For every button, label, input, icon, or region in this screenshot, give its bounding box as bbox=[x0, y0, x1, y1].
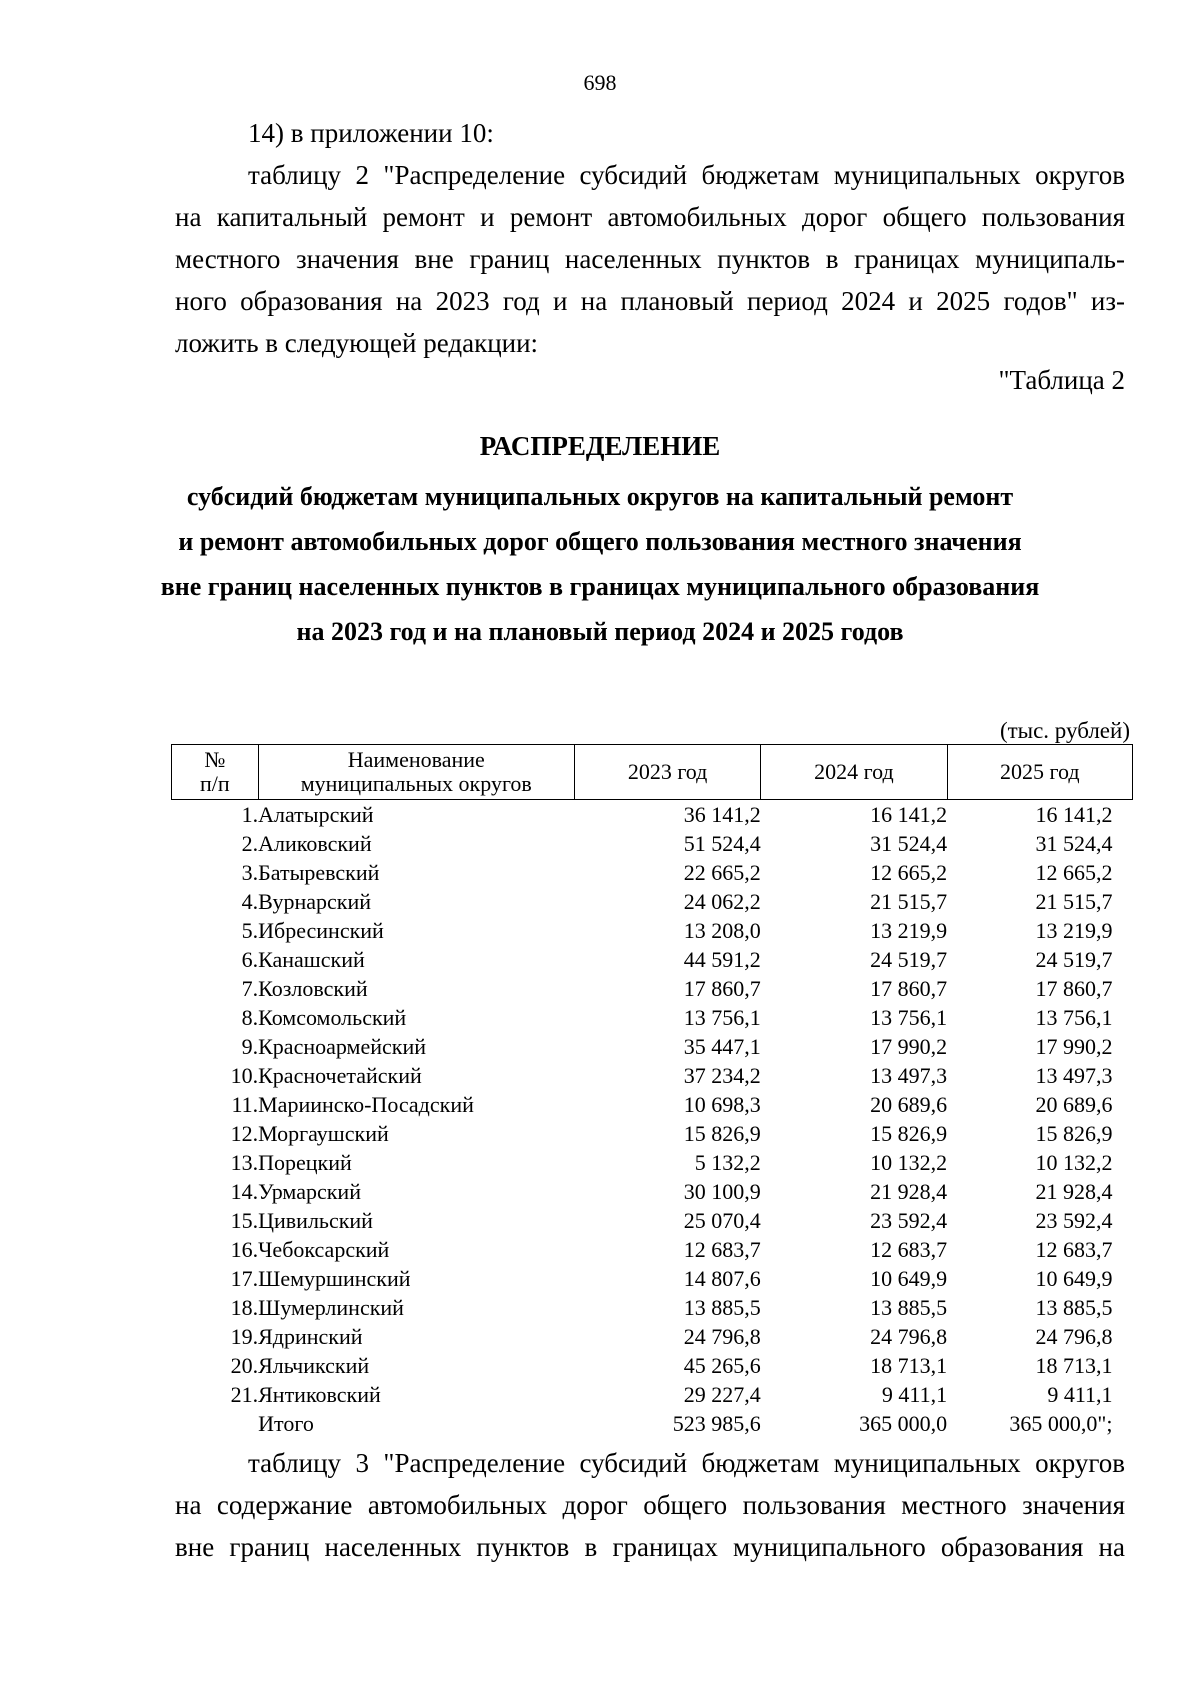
table-row bbox=[172, 1380, 1133, 1409]
table-row bbox=[172, 974, 1133, 1003]
document-title bbox=[0, 426, 1200, 654]
value-2024: 24 519,7 bbox=[870, 947, 948, 972]
value-2024: 21 928,4 bbox=[870, 1179, 948, 1204]
row-number: 13. bbox=[230, 1150, 259, 1175]
value-2025: 12 665,2 bbox=[1035, 860, 1113, 885]
header-name: Наименование муниципальных округов bbox=[258, 745, 574, 800]
value-2024: 13 219,9 bbox=[870, 918, 948, 943]
row-number: 7. bbox=[241, 976, 259, 1001]
header-num: № п/п bbox=[172, 745, 259, 800]
intro-line: ложить в следующей редакции: bbox=[175, 328, 539, 358]
intro-item: 14) в приложении 10: bbox=[248, 118, 494, 148]
district-name: Комсомольский bbox=[258, 1005, 407, 1030]
row-number: 12. bbox=[230, 1121, 259, 1146]
value-2023: 13 208,0 bbox=[683, 918, 761, 943]
title-line: и ремонт автомобильных дорог общего пользования местного значения bbox=[178, 527, 1022, 556]
district-name: Шемуршинский bbox=[258, 1266, 411, 1291]
value-2023: 44 591,2 bbox=[683, 947, 761, 972]
value-2025: 31 524,4 bbox=[1035, 831, 1113, 856]
district-name: Аликовский bbox=[258, 831, 372, 856]
value-2024: 365 000,0 bbox=[859, 1411, 948, 1436]
header-2024: 2024 год bbox=[761, 745, 947, 800]
row-number: 19. bbox=[230, 1324, 259, 1349]
intro-line: на капитальный ремонт и ремонт автомобильных дорог общего пользования bbox=[175, 202, 1125, 232]
outro-paragraph bbox=[175, 1442, 1125, 1568]
value-2025: 18 713,1 bbox=[1035, 1353, 1113, 1378]
title-line: субсидий бюджетам муниципальных округов на капитальный ремонт bbox=[186, 482, 1014, 511]
row-number: 11. bbox=[231, 1092, 259, 1117]
table-row bbox=[172, 1090, 1133, 1119]
value-2023: 14 807,6 bbox=[683, 1266, 761, 1291]
value-2024: 16 141,2 bbox=[870, 802, 948, 827]
table-row bbox=[172, 916, 1133, 945]
row-number: 5. bbox=[241, 918, 259, 943]
row-number: 10. bbox=[230, 1063, 259, 1088]
district-name: Шумерлинский bbox=[258, 1295, 404, 1320]
table-reference: "Таблица 2 bbox=[998, 365, 1125, 395]
row-number: 9. bbox=[241, 1034, 259, 1059]
value-2025: 20 689,6 bbox=[1035, 1092, 1113, 1117]
table-row bbox=[172, 1177, 1133, 1206]
table-row bbox=[172, 1293, 1133, 1322]
value-2025: 21 515,7 bbox=[1035, 889, 1113, 914]
value-2024: 20 689,6 bbox=[870, 1092, 948, 1117]
value-2024: 9 411,1 bbox=[881, 1382, 948, 1407]
outro-line: таблицу 3 "Распределение субсидий бюджетам муниципальных округов bbox=[248, 1448, 1125, 1478]
row-number: 4. bbox=[241, 889, 259, 914]
district-name: Вурнарский bbox=[258, 889, 372, 914]
units-label: (тыс. рублей) bbox=[999, 718, 1130, 743]
table-row bbox=[172, 800, 1133, 830]
intro-paragraph bbox=[175, 112, 1125, 364]
value-2024: 13 497,3 bbox=[870, 1063, 948, 1088]
value-2025: 13 885,5 bbox=[1035, 1295, 1113, 1320]
value-2024: 13 885,5 bbox=[870, 1295, 948, 1320]
intro-line: таблицу 2 "Распределение субсидий бюджетам муниципальных округов bbox=[248, 160, 1125, 190]
district-name: Цивильский bbox=[258, 1208, 373, 1233]
district-name: Батыревский bbox=[258, 860, 380, 885]
outro-line: вне границ населенных пунктов в границах муниципального образования на bbox=[175, 1532, 1125, 1562]
value-2025: 10 132,2 bbox=[1035, 1150, 1113, 1175]
value-2023: 22 665,2 bbox=[683, 860, 761, 885]
value-2023: 35 447,1 bbox=[683, 1034, 761, 1059]
table-row bbox=[172, 858, 1133, 887]
value-2025: 9 411,1 bbox=[1047, 1382, 1113, 1407]
district-name: Красноармейский bbox=[258, 1034, 426, 1059]
value-2025: 21 928,4 bbox=[1035, 1179, 1113, 1204]
value-2024: 10 649,9 bbox=[870, 1266, 948, 1291]
value-2024: 13 756,1 bbox=[870, 1005, 948, 1030]
row-number: 21. bbox=[230, 1382, 259, 1407]
value-2025: 24 796,8 bbox=[1035, 1324, 1113, 1349]
value-2023: 51 524,4 bbox=[683, 831, 761, 856]
row-number: 15. bbox=[230, 1208, 259, 1233]
intro-line: ного образования на 2023 год и на плановый период 2024 и 2025 годов" из- bbox=[175, 286, 1125, 316]
header-2025: 2025 год bbox=[947, 745, 1132, 800]
page-number: 698 bbox=[583, 70, 617, 95]
value-2023: 10 698,3 bbox=[683, 1092, 761, 1117]
table-row bbox=[172, 1235, 1133, 1264]
district-name: Чебоксарский bbox=[258, 1237, 390, 1262]
district-name: Итого bbox=[258, 1411, 314, 1436]
district-name: Козловский bbox=[258, 976, 368, 1001]
district-name: Ибресинский bbox=[258, 918, 384, 943]
row-number: 3. bbox=[241, 860, 259, 885]
value-2025: 13 756,1 bbox=[1035, 1005, 1113, 1030]
row-number: 17. bbox=[230, 1266, 259, 1291]
district-name: Урмарский bbox=[258, 1179, 361, 1204]
value-2024: 12 665,2 bbox=[870, 860, 948, 885]
value-2023: 24 796,8 bbox=[683, 1324, 761, 1349]
district-name: Моргаушский bbox=[258, 1121, 389, 1146]
value-2024: 24 796,8 bbox=[870, 1324, 948, 1349]
title-main: РАСПРЕДЕЛЕНИЕ bbox=[479, 431, 721, 461]
table-row bbox=[172, 1003, 1133, 1032]
row-number: 1. bbox=[241, 802, 259, 827]
table-row bbox=[172, 1061, 1133, 1090]
district-name: Красночетайский bbox=[258, 1063, 422, 1088]
value-2025: 10 649,9 bbox=[1035, 1266, 1113, 1291]
table-row bbox=[172, 1206, 1133, 1235]
value-2023: 15 826,9 bbox=[683, 1121, 761, 1146]
value-2023: 29 227,4 bbox=[683, 1382, 761, 1407]
value-2025: 17 990,2 bbox=[1035, 1034, 1113, 1059]
value-2023: 13 756,1 bbox=[683, 1005, 761, 1030]
value-2023: 30 100,9 bbox=[683, 1179, 761, 1204]
value-2025: 12 683,7 bbox=[1035, 1237, 1113, 1262]
value-2024: 21 515,7 bbox=[870, 889, 948, 914]
title-line: вне границ населенных пунктов в границах муниципального образования bbox=[160, 572, 1040, 601]
value-2025: 23 592,4 bbox=[1035, 1208, 1113, 1233]
table-row bbox=[172, 887, 1133, 916]
value-2024: 12 683,7 bbox=[870, 1237, 948, 1262]
value-2025: 17 860,7 bbox=[1035, 976, 1113, 1001]
subsidies-table bbox=[171, 744, 1133, 1438]
row-number: 18. bbox=[230, 1295, 259, 1320]
value-2024: 17 860,7 bbox=[870, 976, 948, 1001]
row-number: 6. bbox=[241, 947, 259, 972]
value-2023: 25 070,4 bbox=[683, 1208, 761, 1233]
table-row bbox=[172, 1322, 1133, 1351]
value-2025: 365 000,0"; bbox=[1009, 1411, 1113, 1436]
value-2023: 12 683,7 bbox=[683, 1237, 761, 1262]
value-2024: 15 826,9 bbox=[870, 1121, 948, 1146]
value-2023: 37 234,2 bbox=[683, 1063, 761, 1088]
district-name: Порецкий bbox=[258, 1150, 352, 1175]
table-row bbox=[172, 1119, 1133, 1148]
value-2024: 10 132,2 bbox=[870, 1150, 948, 1175]
title-line: на 2023 год и на плановый период 2024 и 2025 годов bbox=[296, 617, 904, 646]
value-2023: 36 141,2 bbox=[683, 802, 761, 827]
value-2023: 5 132,2 bbox=[694, 1150, 761, 1175]
table-header-row bbox=[172, 745, 1133, 800]
value-2024: 17 990,2 bbox=[870, 1034, 948, 1059]
row-number: 20. bbox=[230, 1353, 259, 1378]
table-row bbox=[172, 829, 1133, 858]
district-name: Ядринский bbox=[258, 1324, 363, 1349]
value-2025: 13 219,9 bbox=[1035, 918, 1113, 943]
value-2023: 523 985,6 bbox=[672, 1411, 761, 1436]
table-row bbox=[172, 1264, 1133, 1293]
table-row bbox=[172, 1148, 1133, 1177]
row-number: 2. bbox=[241, 831, 259, 856]
value-2023: 17 860,7 bbox=[683, 976, 761, 1001]
value-2025: 24 519,7 bbox=[1035, 947, 1113, 972]
row-number: 8. bbox=[241, 1005, 259, 1030]
value-2024: 23 592,4 bbox=[870, 1208, 948, 1233]
district-name: Канашский bbox=[258, 947, 365, 972]
table-row bbox=[172, 1351, 1133, 1380]
district-name: Алатырский bbox=[258, 802, 374, 827]
value-2023: 24 062,2 bbox=[683, 889, 761, 914]
district-name: Мариинско-Посадский bbox=[258, 1092, 474, 1117]
value-2024: 18 713,1 bbox=[870, 1353, 948, 1378]
table-row bbox=[172, 1032, 1133, 1061]
row-number bbox=[172, 1409, 259, 1438]
intro-line: местного значения вне границ населенных пунктов в границах муниципаль- bbox=[175, 244, 1125, 274]
value-2023: 13 885,5 bbox=[683, 1295, 761, 1320]
district-name: Янтиковский bbox=[258, 1382, 381, 1407]
value-2025: 13 497,3 bbox=[1035, 1063, 1113, 1088]
value-2025: 16 141,2 bbox=[1035, 802, 1113, 827]
value-2023: 45 265,6 bbox=[683, 1353, 761, 1378]
value-2024: 31 524,4 bbox=[870, 831, 948, 856]
table-total-row bbox=[172, 1409, 1133, 1438]
row-number: 14. bbox=[230, 1179, 259, 1204]
table-row bbox=[172, 945, 1133, 974]
value-2025: 15 826,9 bbox=[1035, 1121, 1113, 1146]
header-2023: 2023 год bbox=[574, 745, 760, 800]
row-number: 16. bbox=[230, 1237, 259, 1262]
district-name: Яльчикский bbox=[258, 1353, 370, 1378]
outro-line: на содержание автомобильных дорог общего пользования местного значения bbox=[175, 1490, 1125, 1520]
